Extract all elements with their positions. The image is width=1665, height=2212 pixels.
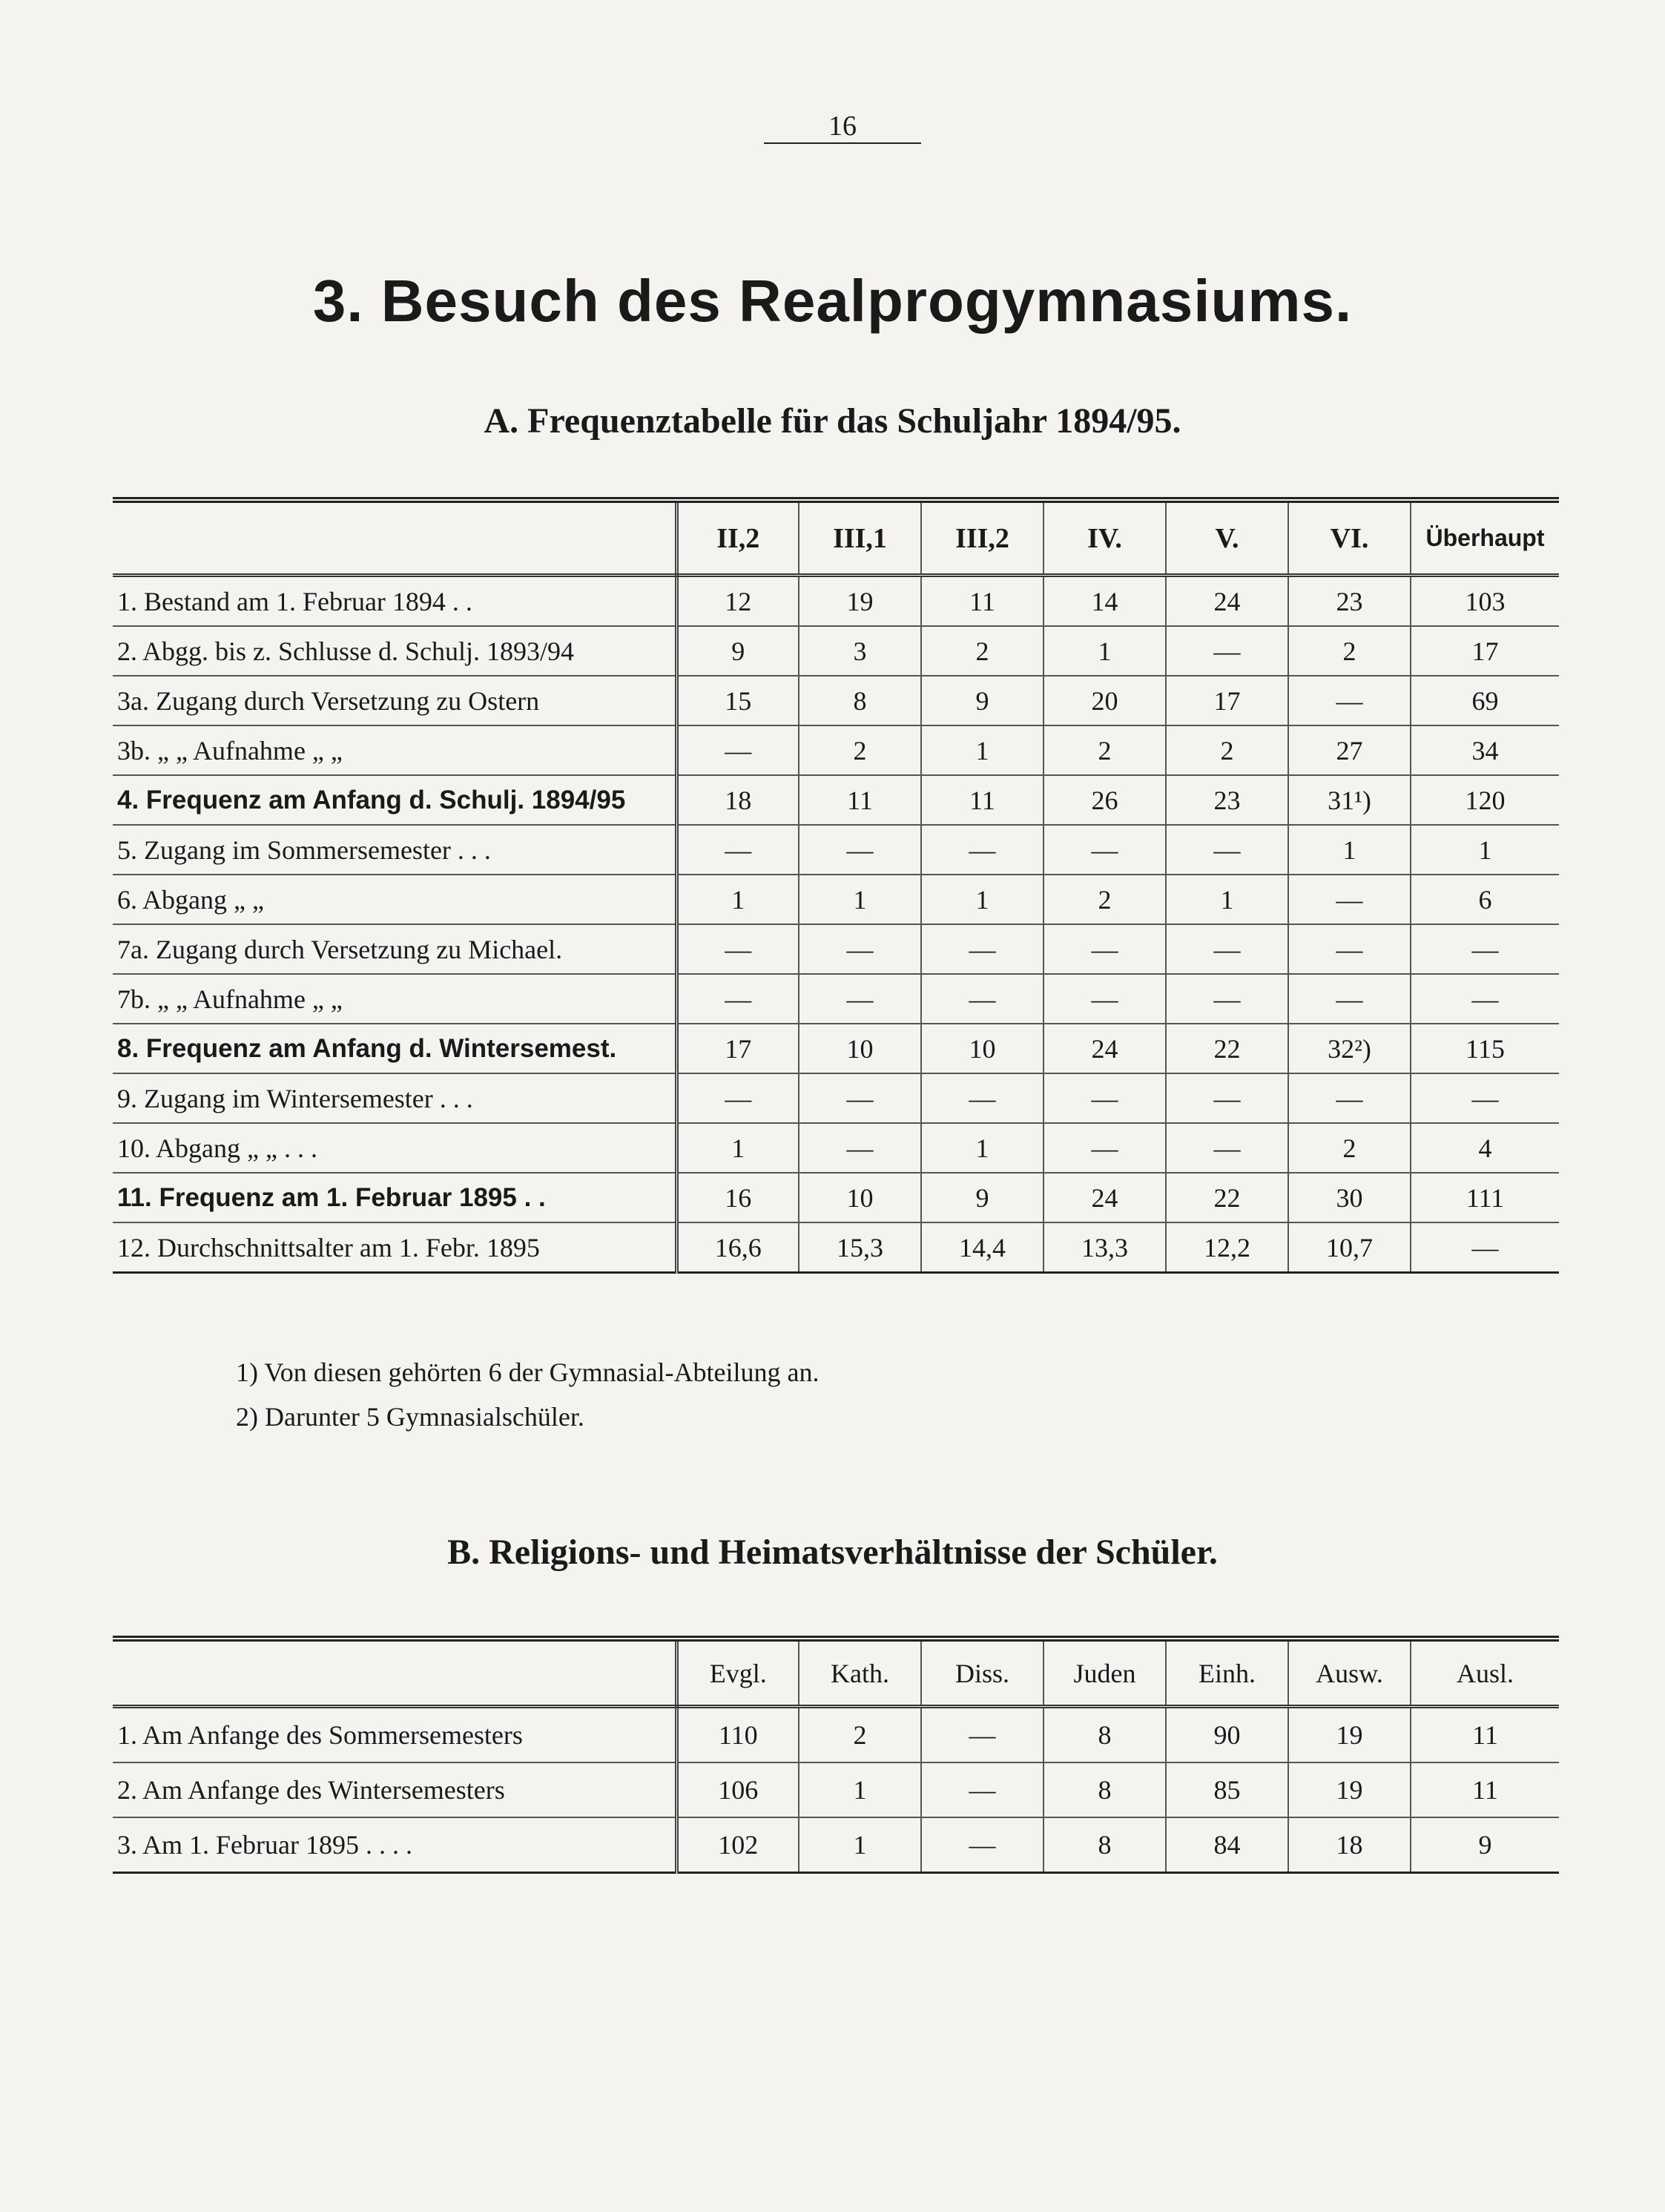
table-cell: — <box>1166 626 1288 676</box>
table-cell: 2 <box>1043 725 1166 775</box>
footnote: 2) Darunter 5 Gymnasialschüler. <box>236 1402 584 1432</box>
table-cell: 1 <box>921 875 1043 924</box>
row-label: 6. Abgang „ „ <box>113 875 676 924</box>
table-row <box>113 1173 1559 1222</box>
table-cell: — <box>1411 974 1559 1024</box>
table-cell: 2 <box>1166 725 1288 775</box>
table-cell: 12,2 <box>1166 1222 1288 1273</box>
page-number: 16 <box>828 111 857 142</box>
table-cell: 16,6 <box>676 1222 799 1273</box>
table-header-row <box>113 1639 1559 1707</box>
table-cell: 19 <box>1288 1707 1411 1763</box>
page-title: 3. Besuch des Realprogymnasiums. <box>312 268 1353 334</box>
table-cell: 18 <box>676 775 799 825</box>
row-label: 5. Zugang im Sommersemester . . . <box>113 825 676 875</box>
table-cell: 23 <box>1288 576 1411 627</box>
table-cell: 11 <box>921 576 1043 627</box>
table-row <box>113 676 1559 725</box>
table-cell: 10 <box>799 1024 921 1073</box>
table-cell: — <box>676 825 799 875</box>
table-cell: — <box>676 1073 799 1123</box>
table-cell: — <box>799 1073 921 1123</box>
row-label: 11. Frequenz am 1. Februar 1895 . . <box>113 1173 676 1222</box>
table-cell: 1 <box>676 1123 799 1173</box>
table-cell: — <box>921 924 1043 974</box>
table-cell: — <box>1288 875 1411 924</box>
table-cell: — <box>1166 1123 1288 1173</box>
table-cell: 1 <box>1166 875 1288 924</box>
table-cell: 1 <box>1411 825 1559 875</box>
table-row <box>113 1707 1559 1763</box>
table-cell: — <box>1166 974 1288 1024</box>
religion-table <box>113 1636 1559 1874</box>
table-cell: 22 <box>1166 1173 1288 1222</box>
column-header: III,1 <box>799 500 921 576</box>
table-cell: — <box>1411 1073 1559 1123</box>
column-header: Kath. <box>799 1639 921 1707</box>
table-row <box>113 576 1559 627</box>
row-label: 4. Frequenz am Anfang d. Schulj. 1894/95 <box>113 775 676 825</box>
table-cell: — <box>1411 924 1559 974</box>
table-cell: 11 <box>921 775 1043 825</box>
table-cell: — <box>676 974 799 1024</box>
table-cell: — <box>921 1762 1043 1817</box>
table-row <box>113 1762 1559 1817</box>
table-row <box>113 1817 1559 1873</box>
table-cell: 3 <box>799 626 921 676</box>
frequency-table <box>113 497 1559 1274</box>
column-header: IV. <box>1043 500 1166 576</box>
row-label: 12. Durchschnittsalter am 1. Febr. 1895 <box>113 1222 676 1273</box>
table-cell: — <box>1288 1073 1411 1123</box>
table-cell: 2 <box>1043 875 1166 924</box>
table-cell: — <box>1288 924 1411 974</box>
table-cell: 1 <box>1043 626 1166 676</box>
column-header: Einh. <box>1166 1639 1288 1707</box>
table-cell: 8 <box>799 676 921 725</box>
table-cell: 90 <box>1166 1707 1288 1763</box>
row-label: 8. Frequenz am Anfang d. Wintersemest. <box>113 1024 676 1073</box>
table-cell: 9 <box>921 676 1043 725</box>
table-cell: — <box>1043 825 1166 875</box>
table-cell: — <box>1043 974 1166 1024</box>
table-cell: 8 <box>1043 1707 1166 1763</box>
table-cell: 27 <box>1288 725 1411 775</box>
page-number-rule <box>764 142 921 144</box>
table-cell: 8 <box>1043 1817 1166 1873</box>
table-cell: 23 <box>1166 775 1288 825</box>
column-header: VI. <box>1288 500 1411 576</box>
table-cell: — <box>1166 924 1288 974</box>
table-row <box>113 1073 1559 1123</box>
table-cell: 11 <box>1411 1707 1559 1763</box>
table-cell: 30 <box>1288 1173 1411 1222</box>
footnote: 1) Von diesen gehörten 6 der Gymnasial-Abteilung an. <box>236 1357 820 1387</box>
table-cell: — <box>1411 1222 1559 1273</box>
table-cell: — <box>921 974 1043 1024</box>
table-cell: 6 <box>1411 875 1559 924</box>
table-cell: 1 <box>799 1762 921 1817</box>
table-cell: 2 <box>1288 1123 1411 1173</box>
table-cell: 22 <box>1166 1024 1288 1073</box>
column-header: Ausw. <box>1288 1639 1411 1707</box>
table-row <box>113 1222 1559 1273</box>
table-cell: 10 <box>921 1024 1043 1073</box>
table-cell: 14 <box>1043 576 1166 627</box>
column-header: III,2 <box>921 500 1043 576</box>
table-cell: 111 <box>1411 1173 1559 1222</box>
column-header: V. <box>1166 500 1288 576</box>
table-cell: 31¹) <box>1288 775 1411 825</box>
section-a-title: A. Frequenztabelle für das Schuljahr 1894/95. <box>484 401 1181 441</box>
table-cell: 2 <box>799 725 921 775</box>
column-header: Überhaupt <box>1411 500 1559 576</box>
table-cell: 11 <box>1411 1762 1559 1817</box>
column-header: Evgl. <box>676 1639 799 1707</box>
table-cell: — <box>921 1073 1043 1123</box>
table-cell: 9 <box>676 626 799 676</box>
table-row <box>113 1024 1559 1073</box>
table-cell: 1 <box>799 875 921 924</box>
table-cell: — <box>1043 1073 1166 1123</box>
table-row <box>113 626 1559 676</box>
column-header: Diss. <box>921 1639 1043 1707</box>
table-row <box>113 1123 1559 1173</box>
table-cell: 1 <box>676 875 799 924</box>
table-cell: — <box>921 1707 1043 1763</box>
row-label: 7a. Zugang durch Versetzung zu Michael. <box>113 924 676 974</box>
table-row <box>113 825 1559 875</box>
table-cell: — <box>676 725 799 775</box>
table-cell: 2 <box>921 626 1043 676</box>
table-cell: 24 <box>1166 576 1288 627</box>
table-cell: 14,4 <box>921 1222 1043 1273</box>
table-cell: — <box>1043 924 1166 974</box>
table-cell: 2 <box>1288 626 1411 676</box>
table-cell: 20 <box>1043 676 1166 725</box>
table-cell: — <box>1166 1073 1288 1123</box>
table-cell: — <box>921 825 1043 875</box>
table-cell: — <box>799 1123 921 1173</box>
table-cell: 4 <box>1411 1123 1559 1173</box>
table-cell: 19 <box>1288 1762 1411 1817</box>
table-cell: 1 <box>1288 825 1411 875</box>
table-cell: 15,3 <box>799 1222 921 1273</box>
table-cell: 32²) <box>1288 1024 1411 1073</box>
table-cell: 8 <box>1043 1762 1166 1817</box>
table-cell: 106 <box>676 1762 799 1817</box>
table-row <box>113 875 1559 924</box>
table-cell: 18 <box>1288 1817 1411 1873</box>
table-cell: — <box>799 825 921 875</box>
table-cell: 69 <box>1411 676 1559 725</box>
table-cell: 24 <box>1043 1173 1166 1222</box>
table-cell: 9 <box>921 1173 1043 1222</box>
table-cell: 26 <box>1043 775 1166 825</box>
table-cell: 10 <box>799 1173 921 1222</box>
table-cell: 17 <box>1166 676 1288 725</box>
row-label: 3b. „ „ Aufnahme „ „ <box>113 725 676 775</box>
table-cell: — <box>799 924 921 974</box>
row-label: 3. Am 1. Februar 1895 . . . . <box>113 1817 676 1873</box>
column-header: Juden <box>1043 1639 1166 1707</box>
table-cell: 84 <box>1166 1817 1288 1873</box>
row-label: 1. Bestand am 1. Februar 1894 . . <box>113 576 676 627</box>
table-cell: 115 <box>1411 1024 1559 1073</box>
column-header <box>113 500 676 576</box>
section-b-title: B. Religions- und Heimatsverhältnisse der Schüler. <box>447 1533 1218 1572</box>
table-cell: 24 <box>1043 1024 1166 1073</box>
row-label: 2. Am Anfange des Wintersemesters <box>113 1762 676 1817</box>
row-label: 7b. „ „ Aufnahme „ „ <box>113 974 676 1024</box>
table-cell: — <box>921 1817 1043 1873</box>
footnotes <box>236 1350 820 1439</box>
table-cell: — <box>1166 825 1288 875</box>
table-cell: 34 <box>1411 725 1559 775</box>
table-cell: 120 <box>1411 775 1559 825</box>
table-row <box>113 924 1559 974</box>
table-cell: 110 <box>676 1707 799 1763</box>
table-row <box>113 725 1559 775</box>
column-header <box>113 1639 676 1707</box>
table-cell: — <box>1288 974 1411 1024</box>
table-cell: 1 <box>921 1123 1043 1173</box>
row-label: 9. Zugang im Wintersemester . . . <box>113 1073 676 1123</box>
table-header-row <box>113 500 1559 576</box>
table-row <box>113 775 1559 825</box>
column-header: Ausl. <box>1411 1639 1559 1707</box>
row-label: 1. Am Anfange des Sommersemesters <box>113 1707 676 1763</box>
row-label: 3a. Zugang durch Versetzung zu Ostern <box>113 676 676 725</box>
table-cell: 102 <box>676 1817 799 1873</box>
table-cell: — <box>1043 1123 1166 1173</box>
table-cell: 19 <box>799 576 921 627</box>
table-cell: 1 <box>799 1817 921 1873</box>
table-cell: 1 <box>921 725 1043 775</box>
table-cell: 17 <box>676 1024 799 1073</box>
table-cell: 2 <box>799 1707 921 1763</box>
table-cell: 12 <box>676 576 799 627</box>
table-cell: — <box>676 924 799 974</box>
table-cell: 15 <box>676 676 799 725</box>
table-cell: 11 <box>799 775 921 825</box>
row-label: 10. Abgang „ „ . . . <box>113 1123 676 1173</box>
table-cell: 85 <box>1166 1762 1288 1817</box>
table-cell: 10,7 <box>1288 1222 1411 1273</box>
table-cell: 17 <box>1411 626 1559 676</box>
table-cell: 13,3 <box>1043 1222 1166 1273</box>
table-cell: 9 <box>1411 1817 1559 1873</box>
table-cell: 103 <box>1411 576 1559 627</box>
table-cell: — <box>1288 676 1411 725</box>
row-label: 2. Abgg. bis z. Schlusse d. Schulj. 1893/94 <box>113 626 676 676</box>
table-row <box>113 974 1559 1024</box>
table-cell: 16 <box>676 1173 799 1222</box>
column-header: II,2 <box>676 500 799 576</box>
table-cell: — <box>799 974 921 1024</box>
